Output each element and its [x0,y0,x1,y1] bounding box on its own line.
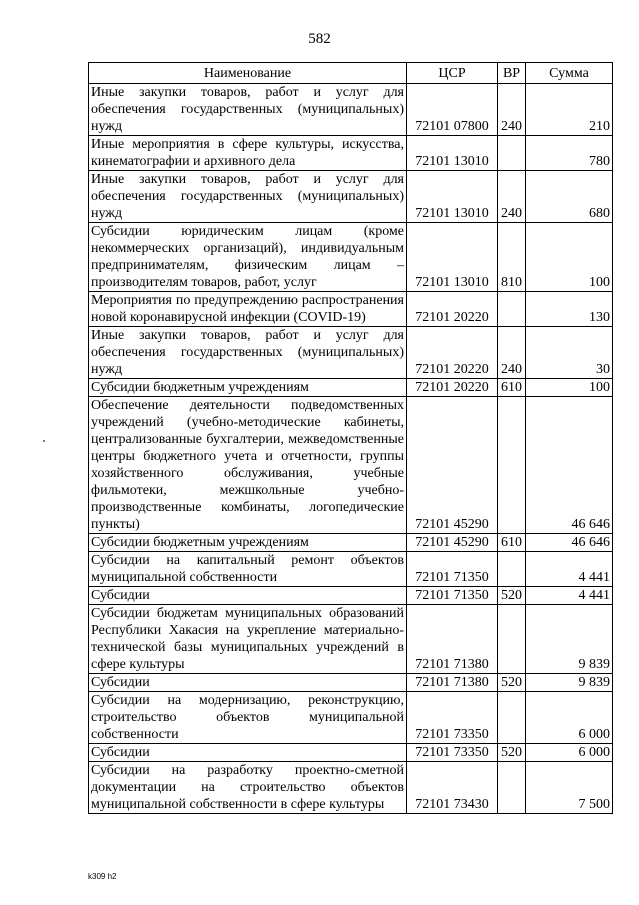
row-csr: 72101 73350 [407,744,498,762]
row-sum: 100 [526,379,613,397]
table-row [89,744,613,762]
table-row [89,605,613,674]
row-sum: 6 000 [526,744,613,762]
footer-stamp: k309 h2 [88,872,117,881]
row-sum: 210 [526,84,613,136]
table-row [89,379,613,397]
row-sum: 7 500 [526,762,613,814]
row-name: Субсидии бюджетам муниципальных образований Республики Хакасия на укрепление материально-технической базы муниципальных учреждений в сфере культуры [89,605,407,674]
row-name: Субсидии [89,587,407,605]
row-csr: 72101 73430 [407,762,498,814]
table-row [89,84,613,136]
row-name: Субсидии на модернизацию, реконструкцию, строительство объектов муниципальной собственности [89,692,407,744]
table-row [89,223,613,292]
row-sum: 46 646 [526,534,613,552]
table-row [89,762,613,814]
row-sum: 4 441 [526,587,613,605]
row-vr [498,692,526,744]
header-sum: Сумма [526,63,613,84]
scan-speck [43,440,45,442]
row-vr [498,605,526,674]
row-name: Субсидии [89,674,407,692]
row-sum: 9 839 [526,674,613,692]
row-csr: 72101 13010 [407,136,498,171]
row-sum: 30 [526,327,613,379]
row-sum: 780 [526,136,613,171]
table-row [89,327,613,379]
header-csr: ЦСР [407,63,498,84]
table-row [89,692,613,744]
row-csr: 72101 73350 [407,692,498,744]
row-name: Субсидии юридическим лицам (кроме некоммерческих организаций), индивидуальным предпринимателям, физическим лицам – производителям товаров, работ, услуг [89,223,407,292]
row-csr: 72101 20220 [407,379,498,397]
row-vr [498,292,526,327]
row-csr: 72101 71350 [407,587,498,605]
table-row [89,171,613,223]
row-name: Иные закупки товаров, работ и услуг для обеспечения государственных (муниципальных) нужд [89,171,407,223]
row-sum: 6 000 [526,692,613,744]
row-name: Субсидии бюджетным учреждениям [89,379,407,397]
row-vr: 520 [498,744,526,762]
row-vr: 240 [498,327,526,379]
row-name: Субсидии [89,744,407,762]
table-row [89,552,613,587]
row-csr: 72101 20220 [407,327,498,379]
row-vr: 520 [498,674,526,692]
row-name: Мероприятия по предупреждению распространения новой коронавирусной инфекции (COVID-19) [89,292,407,327]
row-sum: 4 441 [526,552,613,587]
row-name: Иные мероприятия в сфере культуры, искусства, кинематографии и архивного дела [89,136,407,171]
row-vr: 610 [498,379,526,397]
row-sum: 100 [526,223,613,292]
row-name: Обеспечение деятельности подведомственных учреждений (учебно-методические кабинеты, централизованные бухгалтерии, межведомственные центры бюджетного учета и отчетности, группы хозяйственного обслуживания, учебные фильмотеки, межшкольные учебно-производственные комбинаты, логопедические пункты) [89,397,407,534]
row-csr: 72101 13010 [407,223,498,292]
page-number: 582 [308,31,331,47]
row-csr: 72101 45290 [407,397,498,534]
row-vr: 240 [498,84,526,136]
row-sum: 130 [526,292,613,327]
row-csr: 72101 71380 [407,605,498,674]
row-csr: 72101 07800 [407,84,498,136]
row-vr [498,397,526,534]
row-csr: 72101 71380 [407,674,498,692]
row-vr [498,552,526,587]
row-csr: 72101 45290 [407,534,498,552]
row-name: Субсидии бюджетным учреждениям [89,534,407,552]
table-row [89,534,613,552]
table-row [89,397,613,534]
table-header-row [89,63,613,84]
row-csr: 72101 71350 [407,552,498,587]
budget-table [88,62,613,814]
row-csr: 72101 13010 [407,171,498,223]
table-row [89,674,613,692]
row-name: Иные закупки товаров, работ и услуг для обеспечения государственных (муниципальных) нужд [89,84,407,136]
row-vr: 810 [498,223,526,292]
row-vr: 610 [498,534,526,552]
table-row [89,587,613,605]
row-vr [498,136,526,171]
row-name: Иные закупки товаров, работ и услуг для обеспечения государственных (муниципальных) нужд [89,327,407,379]
table-row [89,292,613,327]
row-vr: 240 [498,171,526,223]
row-sum: 9 839 [526,605,613,674]
row-csr: 72101 20220 [407,292,498,327]
table-body [89,84,613,814]
row-name: Субсидии на разработку проектно-сметной документации на строительство объектов муниципальной собственности в сфере культуры [89,762,407,814]
row-vr: 520 [498,587,526,605]
row-sum: 680 [526,171,613,223]
row-name: Субсидии на капитальный ремонт объектов муниципальной собственности [89,552,407,587]
header-vr: ВР [498,63,526,84]
table-row [89,136,613,171]
row-sum: 46 646 [526,397,613,534]
row-vr [498,762,526,814]
header-name: Наименование [89,63,407,84]
